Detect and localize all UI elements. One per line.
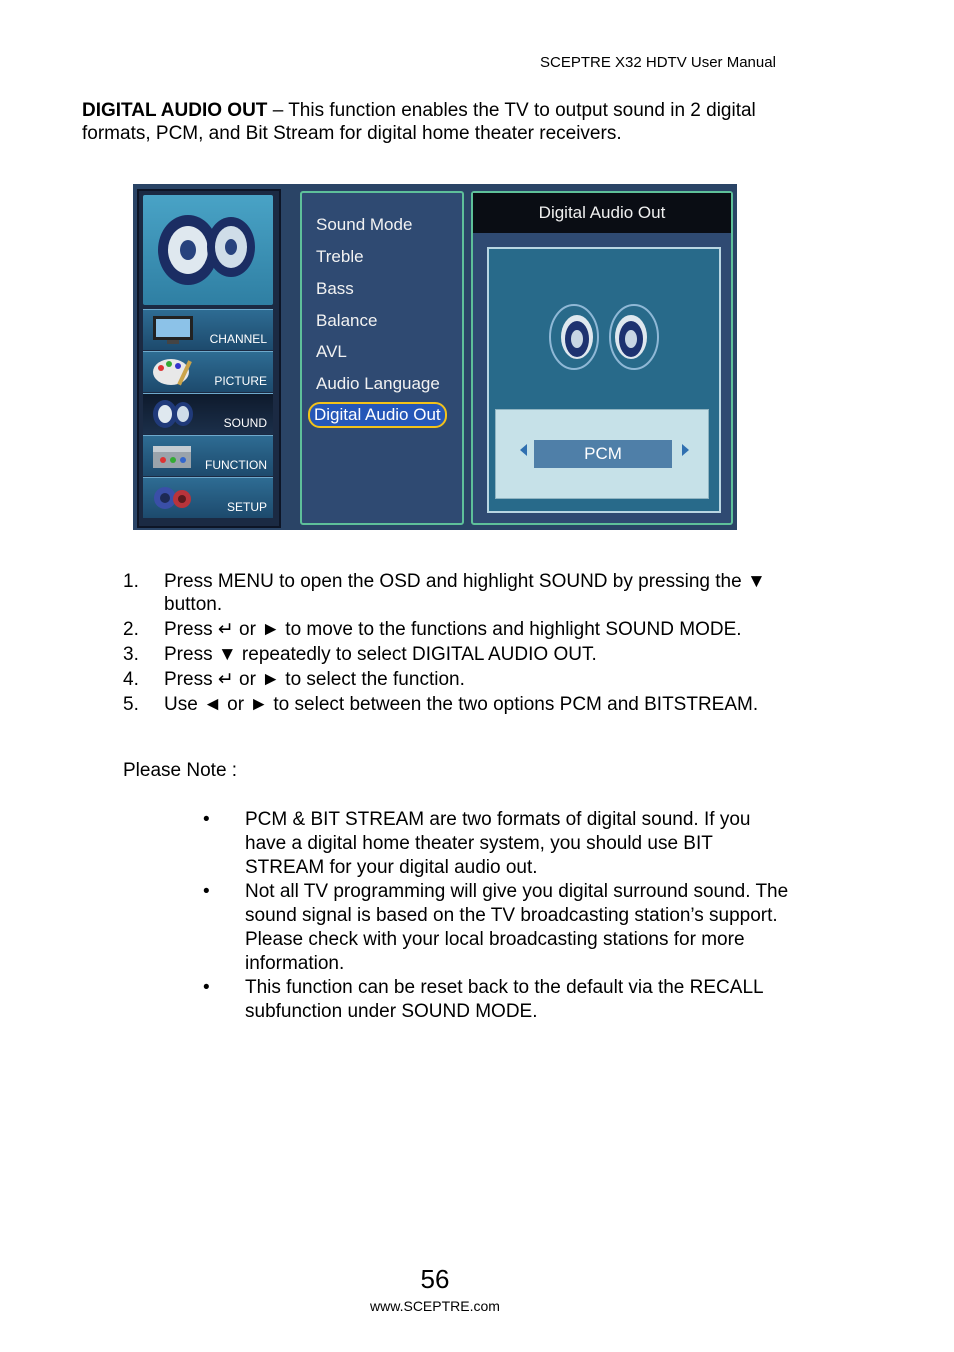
step-text: Press ↵ or ► to move to the functions and highlight SOUND MODE. xyxy=(164,619,742,640)
function-sound-mode[interactable]: Sound Mode xyxy=(316,215,413,234)
left-arrow-icon[interactable] xyxy=(520,444,527,456)
manual-title: SCEPTRE X32 HDTV User Manual xyxy=(540,54,776,71)
step-item xyxy=(123,668,803,691)
category-channel[interactable] xyxy=(143,309,273,350)
step-number: 2. xyxy=(123,619,139,640)
function-column xyxy=(300,191,464,525)
function-digital-audio-out[interactable]: Digital Audio Out xyxy=(308,402,447,428)
category-label: PICTURE xyxy=(214,374,267,388)
gears-icon xyxy=(149,482,197,514)
step-number: 1. xyxy=(123,571,139,592)
step-item xyxy=(123,693,803,716)
right-arrow-icon[interactable] xyxy=(682,444,689,456)
note-item xyxy=(200,808,795,880)
note-text: Not all TV programming will give you digital surround sound. The sound signal is based on the TV broadcasting station’s support. Please check with your local broadcasting stations for more information. xyxy=(245,881,789,974)
category-column xyxy=(137,189,281,528)
category-label: FUNCTION xyxy=(205,458,267,472)
step-text: Use ◄ or ► to select between the two options PCM and BITSTREAM. xyxy=(164,694,759,715)
step-text: Press ↵ or ► to select the function. xyxy=(164,669,465,690)
intro-text: – This function enables the TV to output sound in 2 digital formats, PCM, and Bit Stream for digital home theater receivers. xyxy=(82,100,756,144)
step-item xyxy=(123,643,803,666)
digital-audio-value[interactable]: PCM xyxy=(534,440,672,468)
note-item xyxy=(200,880,795,976)
page-number: 56 xyxy=(420,1264,450,1294)
intro-paragraph xyxy=(82,99,782,145)
function-audio-language[interactable]: Audio Language xyxy=(316,374,440,393)
step-number: 4. xyxy=(123,669,139,690)
function-balance[interactable]: Balance xyxy=(316,311,378,330)
note-label: Please Note : xyxy=(123,760,238,781)
toolbox-icon xyxy=(149,440,197,472)
category-label: CHANNEL xyxy=(209,332,267,346)
footer-url: www.SCEPTRE.com xyxy=(370,1298,500,1314)
value-panel xyxy=(487,247,721,513)
step-item xyxy=(123,570,803,616)
step-item xyxy=(123,618,803,641)
note-text: This function can be reset back to the default via the RECALL subfunction under SOUND MODE. xyxy=(245,977,763,1022)
category-picture[interactable] xyxy=(143,351,273,392)
function-bass[interactable]: Bass xyxy=(316,279,354,298)
instruction-steps xyxy=(123,570,803,718)
tv-icon xyxy=(149,314,197,346)
osd-menu-screenshot xyxy=(133,184,737,530)
sound-hero-image xyxy=(143,195,273,305)
value-column xyxy=(471,191,733,525)
category-function[interactable] xyxy=(143,435,273,476)
bullet-icon: • xyxy=(203,809,210,830)
function-avl[interactable]: AVL xyxy=(316,342,347,361)
step-text: Press MENU to open the OSD and highlight SOUND by pressing the ▼ button. xyxy=(164,571,766,615)
value-title: Digital Audio Out xyxy=(473,193,731,233)
category-label: SETUP xyxy=(226,500,267,514)
category-setup[interactable] xyxy=(143,477,273,518)
intro-term: DIGITAL AUDIO OUT xyxy=(82,100,268,121)
note-bullets xyxy=(200,808,795,1024)
palette-icon xyxy=(149,356,197,388)
note-item xyxy=(200,976,795,1024)
speaker-pair-icon xyxy=(529,299,679,379)
function-treble[interactable]: Treble xyxy=(316,247,364,266)
value-selector xyxy=(495,409,709,499)
step-number: 3. xyxy=(123,644,139,665)
bullet-icon: • xyxy=(203,977,210,998)
speaker-hero-icon xyxy=(143,195,273,305)
category-label: SOUND xyxy=(223,416,267,430)
category-sound[interactable] xyxy=(143,393,273,434)
step-text: Press ▼ repeatedly to select DIGITAL AUDIO OUT. xyxy=(164,644,597,665)
bullet-icon: • xyxy=(203,881,210,902)
step-number: 5. xyxy=(123,694,139,715)
speaker-icon xyxy=(149,398,197,430)
note-text: PCM & BIT STREAM are two formats of digital sound. If you have a digital home theater system, you should use BIT STREAM for your digital audio out. xyxy=(245,809,751,878)
